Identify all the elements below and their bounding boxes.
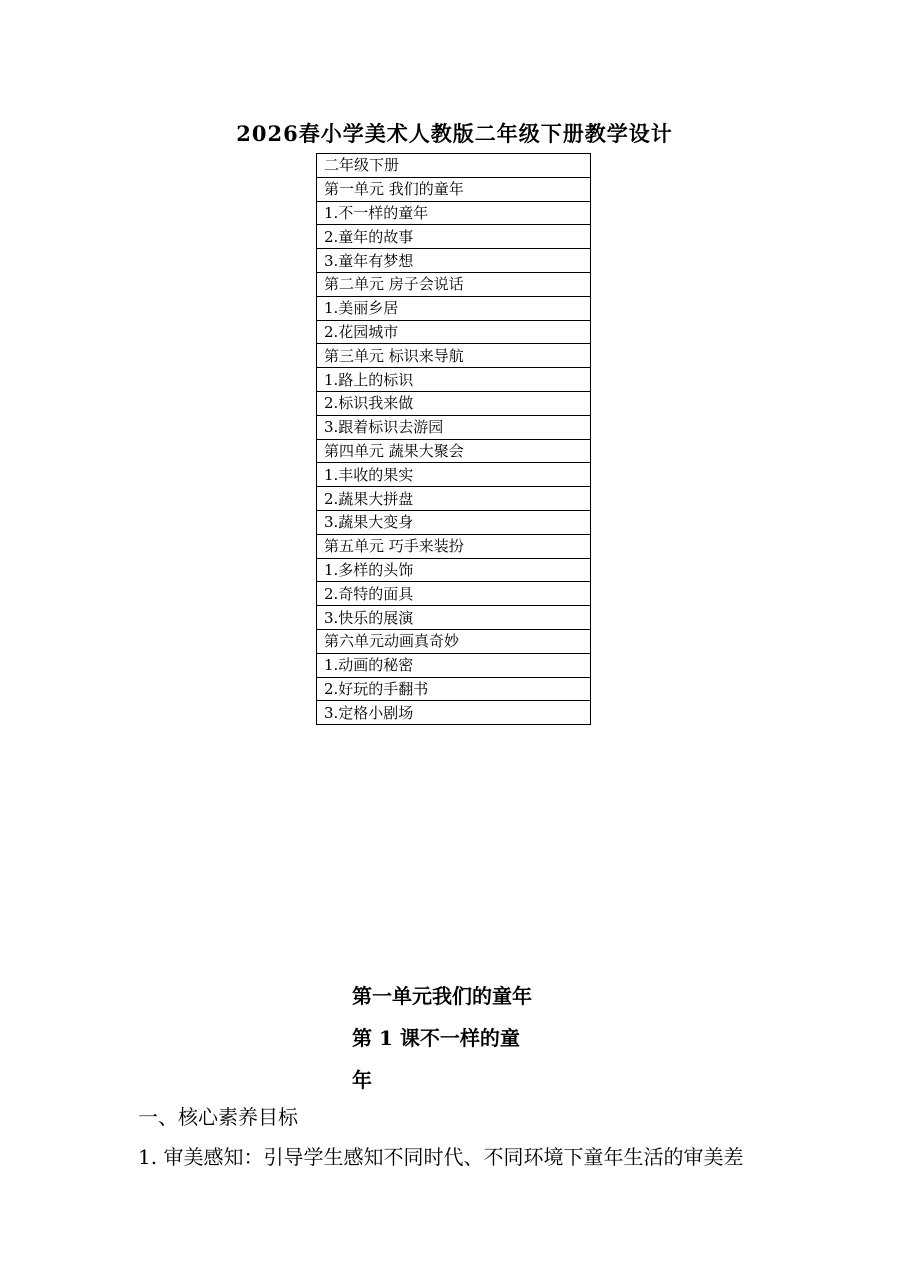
table-row — [317, 701, 591, 725]
toc-lesson-cell: 2.蔬果大拼盘 — [317, 487, 591, 511]
table-row — [317, 344, 591, 368]
table-row — [317, 510, 591, 534]
toc-lesson-cell: 1.不一样的童年 — [317, 201, 591, 225]
toc-unit-cell: 第四单元 蔬果大聚会 — [317, 439, 591, 463]
table-row — [317, 629, 591, 653]
toc-unit-cell: 第六单元动画真奇妙 — [317, 629, 591, 653]
table-row — [317, 201, 591, 225]
table-row — [317, 415, 591, 439]
lesson-title: 第 1 课不一样的童 — [352, 1026, 520, 1050]
table-row — [317, 272, 591, 296]
toc-lesson-cell: 1.多样的头饰 — [317, 558, 591, 582]
toc-lesson-cell: 2.标识我来做 — [317, 391, 591, 415]
table-row — [317, 534, 591, 558]
toc-lesson-cell: 3.定格小剧场 — [317, 701, 591, 725]
table-row — [317, 463, 591, 487]
table-row — [317, 249, 591, 273]
toc-lesson-cell: 1.路上的标识 — [317, 368, 591, 392]
table-row — [317, 558, 591, 582]
table-row — [317, 677, 591, 701]
table-row — [317, 391, 591, 415]
table-row — [317, 582, 591, 606]
table-row — [317, 487, 591, 511]
toc-lesson-cell: 2.花园城市 — [317, 320, 591, 344]
table-row — [317, 368, 591, 392]
toc-unit-cell: 第一单元 我们的童年 — [317, 177, 591, 201]
table-of-contents — [316, 153, 591, 725]
table-row — [317, 439, 591, 463]
toc-lesson-cell: 1.美丽乡居 — [317, 296, 591, 320]
toc-lesson-cell: 2.童年的故事 — [317, 225, 591, 249]
table-row — [317, 296, 591, 320]
unit-title: 第一单元我们的童年 — [352, 984, 532, 1008]
toc-lesson-cell: 3.跟着标识去游园 — [317, 415, 591, 439]
table-row — [317, 154, 591, 178]
toc-lesson-cell: 2.好玩的手翻书 — [317, 677, 591, 701]
toc-unit-cell: 第五单元 巧手来装扮 — [317, 534, 591, 558]
table-row — [317, 225, 591, 249]
toc-lesson-cell: 3.快乐的展演 — [317, 606, 591, 630]
section-heading: 一、核心素养目标 — [138, 1105, 298, 1129]
toc-lesson-cell: 1.丰收的果实 — [317, 463, 591, 487]
body-paragraph: 1. 审美感知：引导学生感知不同时代、不同环境下童年生活的审美差 — [138, 1145, 744, 1169]
table-row — [317, 177, 591, 201]
toc-lesson-cell: 3.蔬果大变身 — [317, 510, 591, 534]
lesson-title-continuation: 年 — [352, 1068, 372, 1092]
toc-lesson-cell: 1.动画的秘密 — [317, 653, 591, 677]
toc-unit-cell: 第二单元 房子会说话 — [317, 272, 591, 296]
toc-lesson-cell: 3.童年有梦想 — [317, 249, 591, 273]
table-row — [317, 653, 591, 677]
table-row — [317, 606, 591, 630]
toc-lesson-cell: 2.奇特的面具 — [317, 582, 591, 606]
toc-unit-cell: 第三单元 标识来导航 — [317, 344, 591, 368]
toc-grade-cell: 二年级下册 — [317, 154, 591, 178]
table-row — [317, 320, 591, 344]
document-title: 2026春小学美术人教版二年级下册教学设计 — [236, 121, 673, 146]
